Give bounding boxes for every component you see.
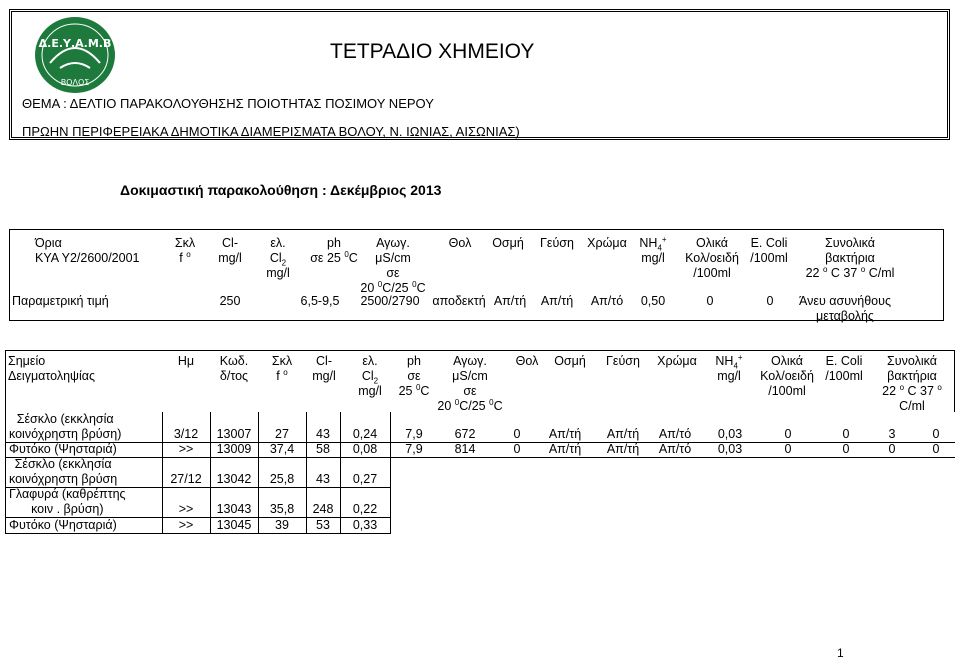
- samples-hdr-ph: ph σε 25 $^0$C: [398, 354, 430, 398]
- samples-hdr-nh4: $NH_4^+$ mg/l: [715, 352, 743, 383]
- table-cell: 35,8: [269, 502, 295, 516]
- table-cell: 0,27: [352, 472, 378, 486]
- table-cell: 27/12: [170, 472, 202, 486]
- samples-hdr-xroma: Χρώμα: [657, 354, 697, 368]
- limits-hdr-thol: Θολ: [448, 236, 472, 250]
- limits-hdr-geusi: Γεύση: [540, 236, 574, 250]
- page-title: ΤΕΤΡΑΔΙΟ ΧΗΜΕΙΟΥ: [330, 40, 535, 63]
- table-row-point: Φυτόκο (Ψησταριά): [9, 518, 117, 532]
- param-geusi: Απ/τή: [540, 294, 574, 308]
- table-cell: 0,03: [717, 427, 743, 441]
- table-cell: 0: [888, 442, 896, 456]
- table-cell: 0,24: [352, 427, 378, 441]
- table-cell: >>: [178, 442, 194, 456]
- limits-hdr-synolika: Συνολικά βακτήρια 22 $^o$ C 37 $^o$ C/ml: [805, 236, 895, 280]
- samples-hdr-elcl: ελ. $Cl_2$ mg/l: [358, 354, 382, 398]
- table-cell: 0,22: [352, 502, 378, 516]
- table-cell: 25,8: [269, 472, 295, 486]
- subject-line: ΘΕΜΑ : ΔΕΛΤΙΟ ΠΑΡΑΚΟΛΟΥΘΗΣΗΣ ΠΟΙΟΤΗΤΑΣ ΠΟΣΙΜΟΥ ΝΕΡΟΥ: [22, 96, 434, 111]
- param-olika: 0: [706, 294, 714, 308]
- samples-hdr-ecoli: E. Coli /100ml: [825, 354, 863, 383]
- param-thol: αποδεκτή: [432, 294, 486, 308]
- table-row-point: Φυτόκο (Ψησταριά): [9, 442, 117, 456]
- param-ph: 6,5-9,5: [300, 294, 340, 308]
- logo-emblem: [30, 13, 120, 98]
- table-cell: 13045: [216, 518, 252, 532]
- table-cell: >>: [178, 518, 194, 532]
- table-cell: Απ/τό: [658, 442, 692, 456]
- param-xroma: Απ/τό: [590, 294, 624, 308]
- table-cell: 3: [888, 427, 896, 441]
- param-nh4: 0,50: [640, 294, 666, 308]
- table-cell: Απ/τό: [658, 427, 692, 441]
- table-cell: >>: [178, 502, 194, 516]
- logo-text-top: Δ.Ε.Υ.Α.Μ.Β: [38, 37, 112, 50]
- samples-hdr-synolika: Συνολικά βακτήρια 22 $^o$ C 37 $^o$ C/ml: [882, 354, 942, 413]
- table-cell: 0: [784, 442, 792, 456]
- table-cell: Απ/τή: [606, 442, 640, 456]
- samples-hdr-skl: Σκλ f $^o$: [271, 354, 293, 383]
- table-cell: Απ/τή: [606, 427, 640, 441]
- samples-hdr-thol: Θολ: [515, 354, 539, 368]
- limits-hdr-elcl: ελ. $Cl_2$ mg/l: [266, 236, 290, 280]
- table-cell: 13007: [216, 427, 252, 441]
- table-cell: Απ/τή: [548, 442, 582, 456]
- table-cell: 39: [275, 518, 289, 532]
- logo-text-bottom: ΒΟΛΟΣ: [60, 78, 90, 87]
- table-cell: 0,03: [717, 442, 743, 456]
- table-cell: 7,9: [405, 442, 423, 456]
- limits-hdr-ecoli: E. Coli /100ml: [750, 236, 788, 265]
- period-line: Δοκιμαστική παρακολούθηση : Δεκέμβριος 2013: [120, 182, 442, 198]
- param-cl: 250: [219, 294, 241, 308]
- table-cell: 43: [316, 427, 330, 441]
- limits-hdr-nh4: $NH_4^+$ mg/l: [639, 234, 667, 265]
- param-osmi: Απ/τή: [493, 294, 527, 308]
- limits-hdr-xroma: Χρώμα: [587, 236, 627, 250]
- table-cell: 0: [932, 442, 940, 456]
- table-row-point: Γλαφυρά (καθρέπτης κοιν . βρύση): [9, 487, 126, 516]
- table-cell: 0: [513, 427, 521, 441]
- table-cell: 0: [932, 427, 940, 441]
- limits-hdr-agog: Αγωγ. μS/cm σε 20 $^0$C/25 $^0$C: [360, 236, 426, 295]
- table-cell: 37,4: [269, 442, 295, 456]
- table-cell: 13042: [216, 472, 252, 486]
- table-cell: Απ/τή: [548, 427, 582, 441]
- limits-hdr-osmi: Οσμή: [492, 236, 524, 250]
- table-cell: 248: [312, 502, 334, 516]
- table-cell: 0: [842, 427, 850, 441]
- param-ecoli: 0: [766, 294, 774, 308]
- table-cell: 13009: [216, 442, 252, 456]
- samples-hdr-agog: Αγωγ. μS/cm σε 20 $^0$C/25 $^0$C: [437, 354, 503, 413]
- samples-hdr-olika: Ολικά Κολ/οειδή /100ml: [760, 354, 814, 398]
- table-cell: 0,33: [352, 518, 378, 532]
- table-cell: 13043: [216, 502, 252, 516]
- table-cell: 814: [454, 442, 476, 456]
- samples-hdr-code: Κωδ. δ/τος: [219, 354, 249, 383]
- area-line: ΠΡΩΗΝ ΠΕΡΙΦΕΡΕΙΑΚΑ ΔΗΜΟΤΙΚΑ ΔΙΑΜΕΡΙΣΜΑΤΑ ΒΟΛΟΥ, Ν. ΙΩΝΙΑΣ, ΑΙΣΩΝΙΑΣ): [22, 124, 520, 139]
- page-number: 1: [837, 646, 844, 660]
- limits-hdr-cl: Cl- mg/l: [218, 236, 242, 265]
- table-row-point: Σέσκλο (εκκλησία κοινόχρηστη βρύση): [9, 412, 122, 441]
- table-row-point: Σέσκλο (εκκλησία κοινόχρηστη βρύση: [9, 457, 118, 486]
- limits-hdr-olika: Ολικά Κολ/οειδή /100ml: [685, 236, 739, 280]
- table-cell: 58: [316, 442, 330, 456]
- param-synolika: Άνευ ασυνήθους μεταβολής: [799, 294, 891, 323]
- limits-hdr-skl: Σκλ f $^o$: [174, 236, 196, 265]
- table-cell: 0: [513, 442, 521, 456]
- samples-hdr-geusi: Γεύση: [606, 354, 640, 368]
- table-cell: 672: [454, 427, 476, 441]
- param-label: Παραμετρική τιμή: [12, 294, 109, 308]
- table-cell: 7,9: [405, 427, 423, 441]
- table-cell: 27: [275, 427, 289, 441]
- table-cell: 3/12: [173, 427, 199, 441]
- table-cell: 43: [316, 472, 330, 486]
- header-box: [9, 9, 950, 140]
- samples-hdr-date: Ημ: [177, 354, 195, 368]
- limits-hdr-ph: ph σε 25 $^0$C: [310, 236, 358, 265]
- samples-hdr-osmi: Οσμή: [554, 354, 586, 368]
- table-cell: 0: [784, 427, 792, 441]
- samples-hdr-point: Σημείο Δειγματοληψίας: [8, 354, 95, 383]
- table-cell: 53: [316, 518, 330, 532]
- samples-hdr-cl: Cl- mg/l: [312, 354, 336, 383]
- table-cell: 0: [842, 442, 850, 456]
- limits-label: Όρια ΚΥΑ Υ2/2600/2001: [35, 236, 140, 265]
- table-cell: 0,08: [352, 442, 378, 456]
- param-agog: 2500/2790: [360, 294, 420, 308]
